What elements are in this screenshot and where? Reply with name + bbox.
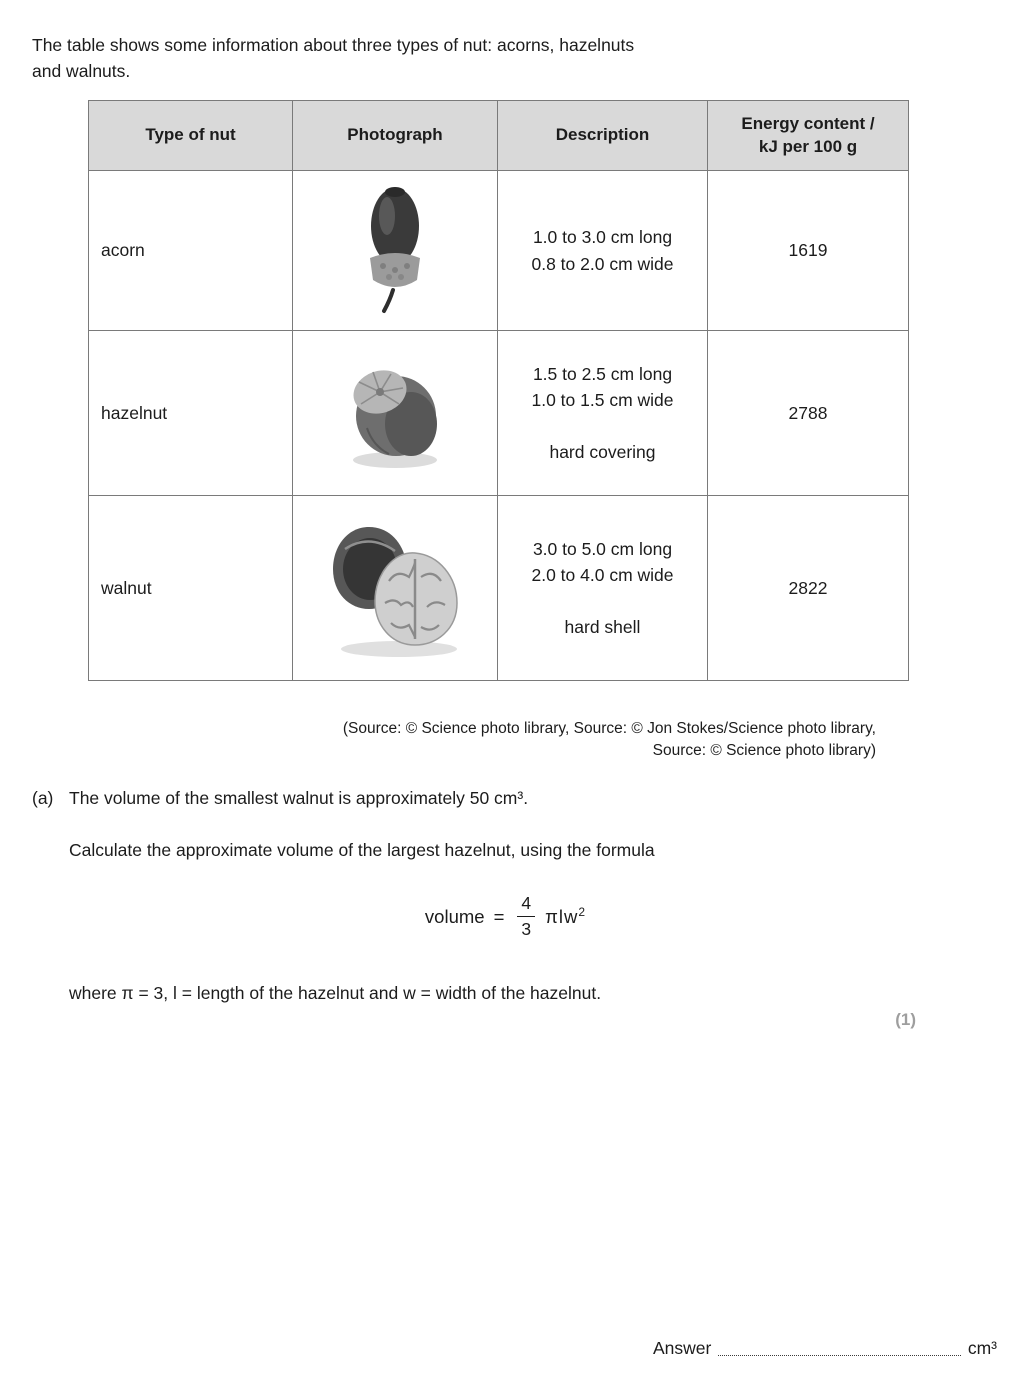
- col-header-description: Description: [498, 101, 708, 171]
- question-label: (a): [32, 788, 54, 808]
- walnut-description: [498, 496, 708, 681]
- desc-line: 1.0 to 1.5 cm wide: [531, 389, 674, 410]
- hazelnut-photo-cell: [293, 331, 498, 496]
- marks-badge: (1): [895, 1010, 916, 1029]
- formula-term: [545, 905, 585, 928]
- desc-line: 0.8 to 2.0 cm wide: [531, 253, 674, 274]
- question-part-a: [32, 788, 528, 809]
- energy-header-line-1: Energy content /: [741, 114, 875, 134]
- formula-definitions: where π = 3, l = length of the hazelnut and w = width of the hazelnut.: [69, 983, 602, 1003]
- answer-unit: cm³: [967, 1338, 997, 1358]
- desc-line: 1.5 to 2.5 cm long: [532, 363, 673, 384]
- intro-line-1: The table shows some information about three types of nut: acorns, hazelnuts: [32, 34, 635, 55]
- desc-line: hard shell: [564, 617, 641, 638]
- answer-blank-line[interactable]: [718, 1338, 960, 1356]
- nut-type-hazelnut: hazelnut: [89, 331, 293, 496]
- desc-line: 3.0 to 5.0 cm long: [532, 538, 673, 559]
- desc-line: 2.0 to 4.0 cm wide: [531, 564, 674, 585]
- width-variable: w: [564, 906, 579, 928]
- hazelnut-energy-value: 2788: [708, 331, 909, 496]
- col-header-photograph: Photograph: [293, 101, 498, 171]
- nut-type-acorn: acorn: [89, 171, 293, 331]
- photo-source-attribution: [88, 718, 876, 763]
- question-line-2: Calculate the approximate volume of the largest hazelnut, using the formula: [69, 840, 655, 860]
- intro-text: [32, 32, 634, 85]
- hazelnut-description: [498, 331, 708, 496]
- col-header-energy: [708, 101, 909, 171]
- table-row: [89, 331, 909, 496]
- table-row: [89, 171, 909, 331]
- nut-type-walnut: walnut: [89, 496, 293, 681]
- acorn-photo: [343, 178, 447, 318]
- intro-line-2: and walnuts.: [32, 60, 131, 81]
- acorn-energy-value: 1619: [708, 171, 909, 331]
- formula-fraction: [517, 893, 535, 940]
- pi-symbol: π: [545, 906, 559, 928]
- question-line-1: The volume of the smallest walnut is approximately 50 cm³.: [69, 788, 529, 808]
- table-header-row: [89, 101, 909, 171]
- col-header-type-of-nut: Type of nut: [89, 101, 293, 171]
- length-variable: l: [558, 906, 564, 928]
- answer-row: [653, 1338, 997, 1359]
- volume-formula: [0, 893, 1010, 940]
- acorn-photo-cell: [293, 171, 498, 331]
- desc-line: 1.0 to 3.0 cm long: [532, 227, 673, 248]
- desc-line: hard covering: [549, 442, 656, 463]
- exponent: 2: [578, 904, 586, 919]
- source-line-2: Source: © Science photo library): [652, 742, 876, 760]
- formula-equals: =: [493, 905, 505, 927]
- walnut-photo: [319, 511, 471, 661]
- energy-header-line-2: kJ per 100 g: [758, 136, 858, 156]
- walnut-photo-cell: [293, 496, 498, 681]
- nut-info-table: [88, 100, 909, 681]
- acorn-description: [498, 171, 708, 331]
- answer-label: Answer: [653, 1338, 712, 1358]
- walnut-energy-value: 2822: [708, 496, 909, 681]
- formula-lhs: volume: [424, 905, 485, 927]
- source-line-1: (Source: © Science photo library, Source: © Jon Stokes/Science photo library,: [342, 720, 876, 737]
- hazelnut-photo: [333, 350, 457, 472]
- fraction-numerator: 4: [517, 893, 535, 917]
- fraction-denominator: 3: [521, 919, 532, 939]
- table-row: [89, 496, 909, 681]
